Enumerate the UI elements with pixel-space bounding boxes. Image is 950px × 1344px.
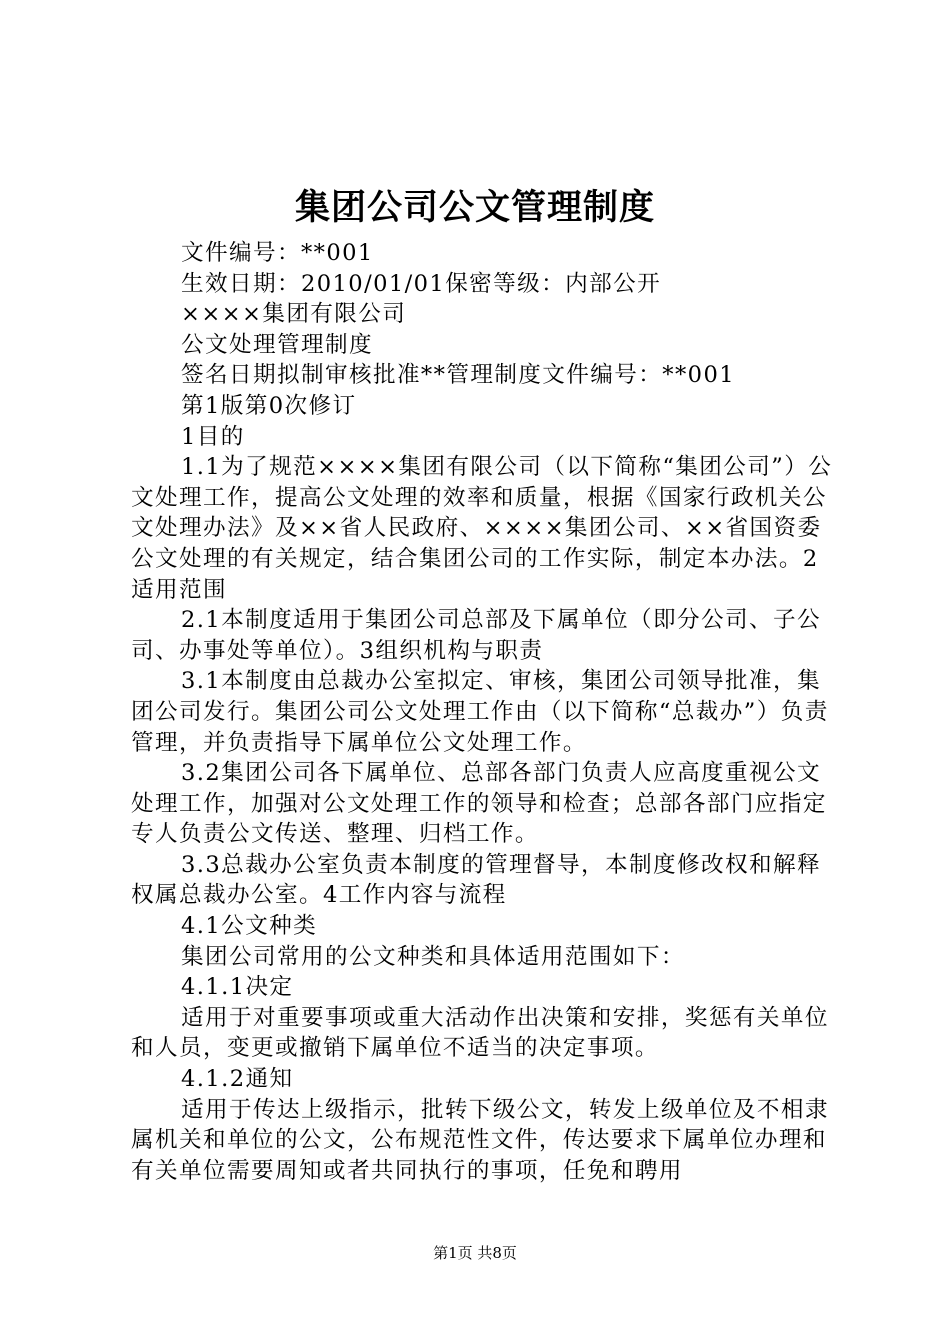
company-name: ××××集团有限公司 xyxy=(181,301,407,328)
paragraph: 适用于对重要事项或重大活动作出决策和安排，奖惩有关单位和人员，变更或撤销下属单位不适当的决定事项。 xyxy=(131,1004,829,1062)
paragraph: 3.1本制度由总裁办公室拟定、审核，集团公司领导批准，集团公司发行。集团公司公文处理工作由（以下简称“总裁办”）负责管理，并负责指导下属单位公文处理工作。 xyxy=(131,668,829,756)
page-footer: 第1页 共8页 xyxy=(433,1244,517,1262)
revision-line: 第1版第0次修订 xyxy=(181,392,357,419)
paragraph: 3.3总裁办公室负责本制度的管理督导，本制度修改权和解释权属总裁办公室。4工作内容与流程 xyxy=(131,851,821,909)
paragraph: 2.1本制度适用于集团公司总部及下属单位（即分公司、子公司、办事处等单位）。3组织机构与职责 xyxy=(131,607,821,664)
section-heading: 1目的 xyxy=(181,423,245,450)
document-title: 集团公司公文管理制度 xyxy=(294,187,655,228)
paragraph: 3.2集团公司各下属单位、总部各部门负责人应高度重视公文处理工作，加强对公文处理工作的领导和检查；总部各部门应指定专人负责公文传送、整理、归档工作。 xyxy=(131,760,827,848)
file-number: 文件编号：**001 xyxy=(181,240,374,266)
paragraph: 集团公司常用的公文种类和具体适用范围如下： xyxy=(181,943,685,970)
section-heading: 4.1公文种类 xyxy=(181,913,318,940)
system-name: 公文处理管理制度 xyxy=(181,331,373,358)
section-heading: 4.1.2通知 xyxy=(181,1066,294,1093)
effective-date: 生效日期：2010/01/01保密等级：内部公开 xyxy=(181,270,662,297)
paragraph: 适用于传达上级指示，批转下级公文，转发上级单位及不相隶属机关和单位的公文，公布规范性文件，传达要求下属单位办理和有关单位需要周知或者共同执行的事项，任免和聘用 xyxy=(131,1096,829,1184)
section-heading: 4.1.1决定 xyxy=(181,974,294,1001)
document-body xyxy=(131,238,833,1186)
paragraph: 1.1为了规范××××集团有限公司（以下简称“集团公司”）公文处理工作，提高公文处理的效率和质量，根据《国家行政机关公文处理办法》及××省人民政府、××××集团公司、××省国资委公文处理的有关规定，结合集团公司的工作实际，制定本办法。2适用范围 xyxy=(131,454,833,603)
signature-line: 签名日期拟制审核批准**管理制度文件编号：**001 xyxy=(181,362,735,389)
